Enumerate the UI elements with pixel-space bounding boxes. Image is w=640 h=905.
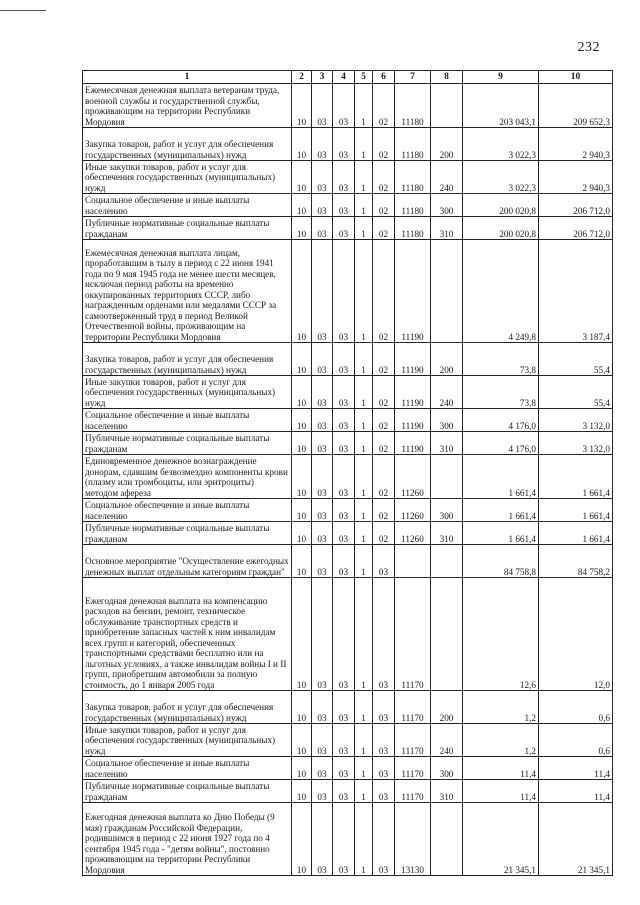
program-code-cell: 03 bbox=[333, 499, 355, 522]
program-code-cell: 03 bbox=[333, 161, 355, 194]
row-name-cell: Социальное обеспечение и иные выплаты населению bbox=[83, 409, 292, 432]
subsection-code-cell: 03 bbox=[312, 432, 333, 455]
amount-year2-cell: 1 661,4 bbox=[539, 522, 613, 545]
amount-year2-cell: 1 661,4 bbox=[539, 499, 613, 522]
subprogram-code-cell: 1 bbox=[355, 432, 373, 455]
amount-year2-cell: 0,6 bbox=[539, 724, 613, 757]
amount-year2-cell: 21 345,1 bbox=[539, 803, 613, 876]
expense-type-cell: 240 bbox=[431, 376, 463, 409]
event-code-cell: 02 bbox=[373, 128, 395, 161]
event-code-cell: 02 bbox=[373, 217, 395, 240]
table-row bbox=[83, 522, 613, 545]
column-header: 4 bbox=[333, 71, 355, 84]
section-code-cell: 10 bbox=[292, 545, 312, 578]
column-header: 7 bbox=[395, 71, 431, 84]
row-name-cell: Закупка товаров, работ и услуг для обеспечения государственных (муниципальных) нужд bbox=[83, 128, 292, 161]
table-row bbox=[83, 803, 613, 876]
subsection-code-cell: 03 bbox=[312, 376, 333, 409]
amount-year1-cell: 4 176,0 bbox=[463, 409, 539, 432]
subsection-code-cell: 03 bbox=[312, 409, 333, 432]
section-code-cell: 10 bbox=[292, 499, 312, 522]
subprogram-code-cell: 1 bbox=[355, 128, 373, 161]
row-name-cell: Социальное обеспечение и иные выплаты населению bbox=[83, 194, 292, 217]
column-header: 9 bbox=[463, 71, 539, 84]
amount-year2-cell: 0,6 bbox=[539, 691, 613, 724]
row-name-cell: Ежемесячная денежная выплата ветеранам труда, военной службы и государственной службы, проживающим на территории Республики Мордовия bbox=[83, 84, 292, 128]
section-code-cell: 10 bbox=[292, 409, 312, 432]
amount-year2-cell: 11,4 bbox=[539, 757, 613, 780]
amount-year2-cell: 209 652,3 bbox=[539, 84, 613, 128]
column-header: 8 bbox=[431, 71, 463, 84]
section-code-cell: 10 bbox=[292, 522, 312, 545]
section-code-cell: 10 bbox=[292, 432, 312, 455]
amount-year1-cell: 73,8 bbox=[463, 376, 539, 409]
section-code-cell: 10 bbox=[292, 724, 312, 757]
table-row bbox=[83, 724, 613, 757]
expense-type-cell bbox=[431, 84, 463, 128]
program-code-cell: 03 bbox=[333, 803, 355, 876]
column-header: 2 bbox=[292, 71, 312, 84]
event-code-cell: 02 bbox=[373, 499, 395, 522]
amount-year1-cell: 4 249,8 bbox=[463, 240, 539, 343]
section-code-cell: 10 bbox=[292, 691, 312, 724]
amount-year2-cell: 2 940,3 bbox=[539, 161, 613, 194]
program-code-cell: 03 bbox=[333, 409, 355, 432]
subprogram-code-cell: 1 bbox=[355, 724, 373, 757]
column-header: 10 bbox=[539, 71, 613, 84]
program-code-cell: 03 bbox=[333, 522, 355, 545]
target-article-cell: 11260 bbox=[395, 499, 431, 522]
event-code-cell: 03 bbox=[373, 691, 395, 724]
event-code-cell: 03 bbox=[373, 757, 395, 780]
target-article-cell: 11170 bbox=[395, 780, 431, 803]
program-code-cell: 03 bbox=[333, 240, 355, 343]
amount-year1-cell: 11,4 bbox=[463, 757, 539, 780]
table-row bbox=[83, 578, 613, 691]
target-article-cell: 11170 bbox=[395, 757, 431, 780]
row-name-cell: Закупка товаров, работ и услуг для обеспечения государственных (муниципальных) нужд bbox=[83, 691, 292, 724]
amount-year2-cell: 2 940,3 bbox=[539, 128, 613, 161]
expense-type-cell: 200 bbox=[431, 343, 463, 376]
column-header: 3 bbox=[312, 71, 333, 84]
subsection-code-cell: 03 bbox=[312, 499, 333, 522]
amount-year2-cell: 1 661,4 bbox=[539, 455, 613, 499]
expense-type-cell: 310 bbox=[431, 432, 463, 455]
table-row bbox=[83, 780, 613, 803]
program-code-cell: 03 bbox=[333, 455, 355, 499]
expense-type-cell: 310 bbox=[431, 522, 463, 545]
subsection-code-cell: 03 bbox=[312, 545, 333, 578]
amount-year1-cell: 21 345,1 bbox=[463, 803, 539, 876]
row-name-cell: Иные закупки товаров, работ и услуг для обеспечения государственных (муниципальных) нужд bbox=[83, 161, 292, 194]
row-name-cell: Публичные нормативные социальные выплаты гражданам bbox=[83, 217, 292, 240]
subprogram-code-cell: 1 bbox=[355, 780, 373, 803]
target-article-cell: 11180 bbox=[395, 84, 431, 128]
subprogram-code-cell: 1 bbox=[355, 194, 373, 217]
program-code-cell: 03 bbox=[333, 343, 355, 376]
row-name-cell: Ежегодная денежная выплата ко Дню Победы (9 мая) гражданам Российской Федерации, родившимся в период с 22 июня 1927 года по 4 сентября 1945 года - "детям войны", постоянно проживающим на территории Республики Мордовия bbox=[83, 803, 292, 876]
target-article-cell: 11190 bbox=[395, 240, 431, 343]
row-name-cell: Публичные нормативные социальные выплаты гражданам bbox=[83, 432, 292, 455]
subsection-code-cell: 03 bbox=[312, 757, 333, 780]
subprogram-code-cell: 1 bbox=[355, 691, 373, 724]
amount-year1-cell: 1 661,4 bbox=[463, 522, 539, 545]
section-code-cell: 10 bbox=[292, 455, 312, 499]
subsection-code-cell: 03 bbox=[312, 691, 333, 724]
amount-year1-cell: 3 022,3 bbox=[463, 161, 539, 194]
table-row bbox=[83, 409, 613, 432]
target-article-cell: 11180 bbox=[395, 194, 431, 217]
amount-year2-cell: 11,4 bbox=[539, 780, 613, 803]
section-code-cell: 10 bbox=[292, 803, 312, 876]
amount-year2-cell: 84 758,2 bbox=[539, 545, 613, 578]
table-header-row bbox=[83, 71, 613, 84]
target-article-cell: 11260 bbox=[395, 455, 431, 499]
section-code-cell: 10 bbox=[292, 240, 312, 343]
amount-year1-cell: 11,4 bbox=[463, 780, 539, 803]
section-code-cell: 10 bbox=[292, 578, 312, 691]
amount-year1-cell: 73,8 bbox=[463, 343, 539, 376]
target-article-cell: 11260 bbox=[395, 522, 431, 545]
row-name-cell: Ежегодная денежная выплата на компенсацию расходов на бензин, ремонт, техническое обслуживание транспортных средств и приобретение запасных частей к ним инвалидам всех групп и категорий, обеспеченных транспортными средствами бесплатно или на льготных условиях, а также инвалидам войны I и II групп, приобретшим автомобили за полную стоимость, до 1 января 2005 года bbox=[83, 578, 292, 691]
target-article-cell: 11180 bbox=[395, 128, 431, 161]
subprogram-code-cell: 1 bbox=[355, 240, 373, 343]
row-name-cell: Иные закупки товаров, работ и услуг для обеспечения государственных (муниципальных) нужд bbox=[83, 376, 292, 409]
row-name-cell: Социальное обеспечение и иные выплаты населению bbox=[83, 499, 292, 522]
expense-type-cell: 300 bbox=[431, 757, 463, 780]
event-code-cell: 02 bbox=[373, 161, 395, 194]
event-code-cell: 02 bbox=[373, 240, 395, 343]
expense-type-cell bbox=[431, 578, 463, 691]
expense-type-cell: 240 bbox=[431, 161, 463, 194]
event-code-cell: 02 bbox=[373, 194, 395, 217]
subsection-code-cell: 03 bbox=[312, 84, 333, 128]
target-article-cell: 11190 bbox=[395, 376, 431, 409]
target-article-cell: 11170 bbox=[395, 691, 431, 724]
event-code-cell: 03 bbox=[373, 545, 395, 578]
subprogram-code-cell: 1 bbox=[355, 161, 373, 194]
expense-type-cell: 310 bbox=[431, 780, 463, 803]
program-code-cell: 03 bbox=[333, 780, 355, 803]
program-code-cell: 03 bbox=[333, 545, 355, 578]
event-code-cell: 03 bbox=[373, 803, 395, 876]
table-row bbox=[83, 343, 613, 376]
subsection-code-cell: 03 bbox=[312, 803, 333, 876]
table-row bbox=[83, 432, 613, 455]
amount-year2-cell: 12,0 bbox=[539, 578, 613, 691]
amount-year2-cell: 3 132,0 bbox=[539, 409, 613, 432]
column-header: 6 bbox=[373, 71, 395, 84]
amount-year1-cell: 200 020,8 bbox=[463, 217, 539, 240]
section-code-cell: 10 bbox=[292, 343, 312, 376]
expense-type-cell: 240 bbox=[431, 724, 463, 757]
column-header: 5 bbox=[355, 71, 373, 84]
row-name-cell: Закупка товаров, работ и услуг для обеспечения государственных (муниципальных) нужд bbox=[83, 343, 292, 376]
target-article-cell: 11180 bbox=[395, 217, 431, 240]
target-article-cell: 13130 bbox=[395, 803, 431, 876]
table-row bbox=[83, 757, 613, 780]
section-code-cell: 10 bbox=[292, 376, 312, 409]
amount-year1-cell: 12,6 bbox=[463, 578, 539, 691]
subsection-code-cell: 03 bbox=[312, 194, 333, 217]
target-article-cell: 11190 bbox=[395, 343, 431, 376]
subprogram-code-cell: 1 bbox=[355, 455, 373, 499]
table-row bbox=[83, 84, 613, 128]
row-name-cell: Публичные нормативные социальные выплаты гражданам bbox=[83, 522, 292, 545]
event-code-cell: 03 bbox=[373, 578, 395, 691]
subprogram-code-cell: 1 bbox=[355, 578, 373, 691]
expense-type-cell bbox=[431, 240, 463, 343]
amount-year1-cell: 3 022,3 bbox=[463, 128, 539, 161]
table-row bbox=[83, 376, 613, 409]
event-code-cell: 02 bbox=[373, 522, 395, 545]
expense-type-cell: 300 bbox=[431, 499, 463, 522]
subsection-code-cell: 03 bbox=[312, 128, 333, 161]
section-code-cell: 10 bbox=[292, 128, 312, 161]
program-code-cell: 03 bbox=[333, 128, 355, 161]
subprogram-code-cell: 1 bbox=[355, 84, 373, 128]
subsection-code-cell: 03 bbox=[312, 522, 333, 545]
target-article-cell: 11170 bbox=[395, 724, 431, 757]
expense-type-cell bbox=[431, 803, 463, 876]
row-name-cell: Социальное обеспечение и иные выплаты населению bbox=[83, 757, 292, 780]
expense-type-cell: 300 bbox=[431, 194, 463, 217]
table-body bbox=[83, 84, 613, 876]
section-code-cell: 10 bbox=[292, 161, 312, 194]
amount-year1-cell: 84 758,8 bbox=[463, 545, 539, 578]
subsection-code-cell: 03 bbox=[312, 780, 333, 803]
subprogram-code-cell: 1 bbox=[355, 545, 373, 578]
subsection-code-cell: 03 bbox=[312, 455, 333, 499]
event-code-cell: 02 bbox=[373, 343, 395, 376]
amount-year2-cell: 206 712,0 bbox=[539, 217, 613, 240]
budget-table bbox=[82, 70, 613, 876]
target-article-cell: 11190 bbox=[395, 409, 431, 432]
section-code-cell: 10 bbox=[292, 757, 312, 780]
column-header: 1 bbox=[83, 71, 292, 84]
table-row bbox=[83, 455, 613, 499]
table-row bbox=[83, 545, 613, 578]
event-code-cell: 02 bbox=[373, 432, 395, 455]
subsection-code-cell: 03 bbox=[312, 578, 333, 691]
program-code-cell: 03 bbox=[333, 194, 355, 217]
subprogram-code-cell: 1 bbox=[355, 409, 373, 432]
row-name-cell: Публичные нормативные социальные выплаты гражданам bbox=[83, 780, 292, 803]
section-code-cell: 10 bbox=[292, 780, 312, 803]
expense-type-cell bbox=[431, 455, 463, 499]
amount-year2-cell: 3 187,4 bbox=[539, 240, 613, 343]
target-article-cell: 11180 bbox=[395, 161, 431, 194]
subprogram-code-cell: 1 bbox=[355, 217, 373, 240]
subprogram-code-cell: 1 bbox=[355, 499, 373, 522]
expense-type-cell: 300 bbox=[431, 409, 463, 432]
expense-type-cell: 200 bbox=[431, 691, 463, 724]
table-row bbox=[83, 499, 613, 522]
scan-top-rule bbox=[0, 10, 46, 11]
amount-year1-cell: 200 020,8 bbox=[463, 194, 539, 217]
subprogram-code-cell: 1 bbox=[355, 757, 373, 780]
expense-type-cell: 200 bbox=[431, 128, 463, 161]
subsection-code-cell: 03 bbox=[312, 161, 333, 194]
expense-type-cell: 310 bbox=[431, 217, 463, 240]
subsection-code-cell: 03 bbox=[312, 217, 333, 240]
amount-year1-cell: 1,2 bbox=[463, 724, 539, 757]
program-code-cell: 03 bbox=[333, 691, 355, 724]
event-code-cell: 02 bbox=[373, 409, 395, 432]
subsection-code-cell: 03 bbox=[312, 343, 333, 376]
section-code-cell: 10 bbox=[292, 84, 312, 128]
event-code-cell: 02 bbox=[373, 84, 395, 128]
section-code-cell: 10 bbox=[292, 194, 312, 217]
table-row bbox=[83, 217, 613, 240]
program-code-cell: 03 bbox=[333, 578, 355, 691]
event-code-cell: 03 bbox=[373, 724, 395, 757]
table-row bbox=[83, 691, 613, 724]
program-code-cell: 03 bbox=[333, 84, 355, 128]
table-row bbox=[83, 240, 613, 343]
amount-year2-cell: 55,4 bbox=[539, 343, 613, 376]
row-name-cell: Иные закупки товаров, работ и услуг для обеспечения государственных (муниципальных) нужд bbox=[83, 724, 292, 757]
section-code-cell: 10 bbox=[292, 217, 312, 240]
event-code-cell: 03 bbox=[373, 780, 395, 803]
amount-year1-cell: 203 043,1 bbox=[463, 84, 539, 128]
subprogram-code-cell: 1 bbox=[355, 376, 373, 409]
program-code-cell: 03 bbox=[333, 376, 355, 409]
target-article-cell: 11170 bbox=[395, 578, 431, 691]
subprogram-code-cell: 1 bbox=[355, 522, 373, 545]
subsection-code-cell: 03 bbox=[312, 724, 333, 757]
subsection-code-cell: 03 bbox=[312, 240, 333, 343]
amount-year1-cell: 1,2 bbox=[463, 691, 539, 724]
table-row bbox=[83, 194, 613, 217]
amount-year1-cell: 1 661,4 bbox=[463, 499, 539, 522]
program-code-cell: 03 bbox=[333, 724, 355, 757]
amount-year1-cell: 4 176,0 bbox=[463, 432, 539, 455]
amount-year2-cell: 206 712,0 bbox=[539, 194, 613, 217]
expense-type-cell bbox=[431, 545, 463, 578]
event-code-cell: 02 bbox=[373, 376, 395, 409]
event-code-cell: 02 bbox=[373, 455, 395, 499]
subprogram-code-cell: 1 bbox=[355, 343, 373, 376]
table-row bbox=[83, 161, 613, 194]
row-name-cell: Ежемесячная денежная выплата лицам, проработавшим в тылу в период с 22 июня 1941 года по 9 мая 1945 года не менее шести месяцев, исключая период работы на временно оккупированных территориях СССР, либо награжденным орденами или медалями СССР за самоотверженный труд в период Великой Отечественной войны, проживающим на территории Республики Мордовия bbox=[83, 240, 292, 343]
target-article-cell: 11190 bbox=[395, 432, 431, 455]
table-row bbox=[83, 128, 613, 161]
page-number: 232 bbox=[577, 40, 600, 55]
amount-year1-cell: 1 661,4 bbox=[463, 455, 539, 499]
program-code-cell: 03 bbox=[333, 432, 355, 455]
row-name-cell: Единовременное денежное вознаграждение донорам, сдавшим безвозмездно компоненты крови (плазму или тромбоциты, или эритроциты) методом афереза bbox=[83, 455, 292, 499]
target-article-cell bbox=[395, 545, 431, 578]
program-code-cell: 03 bbox=[333, 217, 355, 240]
row-name-cell: Основное мероприятие "Осуществление ежегодных денежных выплат отдельным категориям граждан" bbox=[83, 545, 292, 578]
amount-year2-cell: 55,4 bbox=[539, 376, 613, 409]
subprogram-code-cell: 1 bbox=[355, 803, 373, 876]
program-code-cell: 03 bbox=[333, 757, 355, 780]
amount-year2-cell: 3 132,0 bbox=[539, 432, 613, 455]
